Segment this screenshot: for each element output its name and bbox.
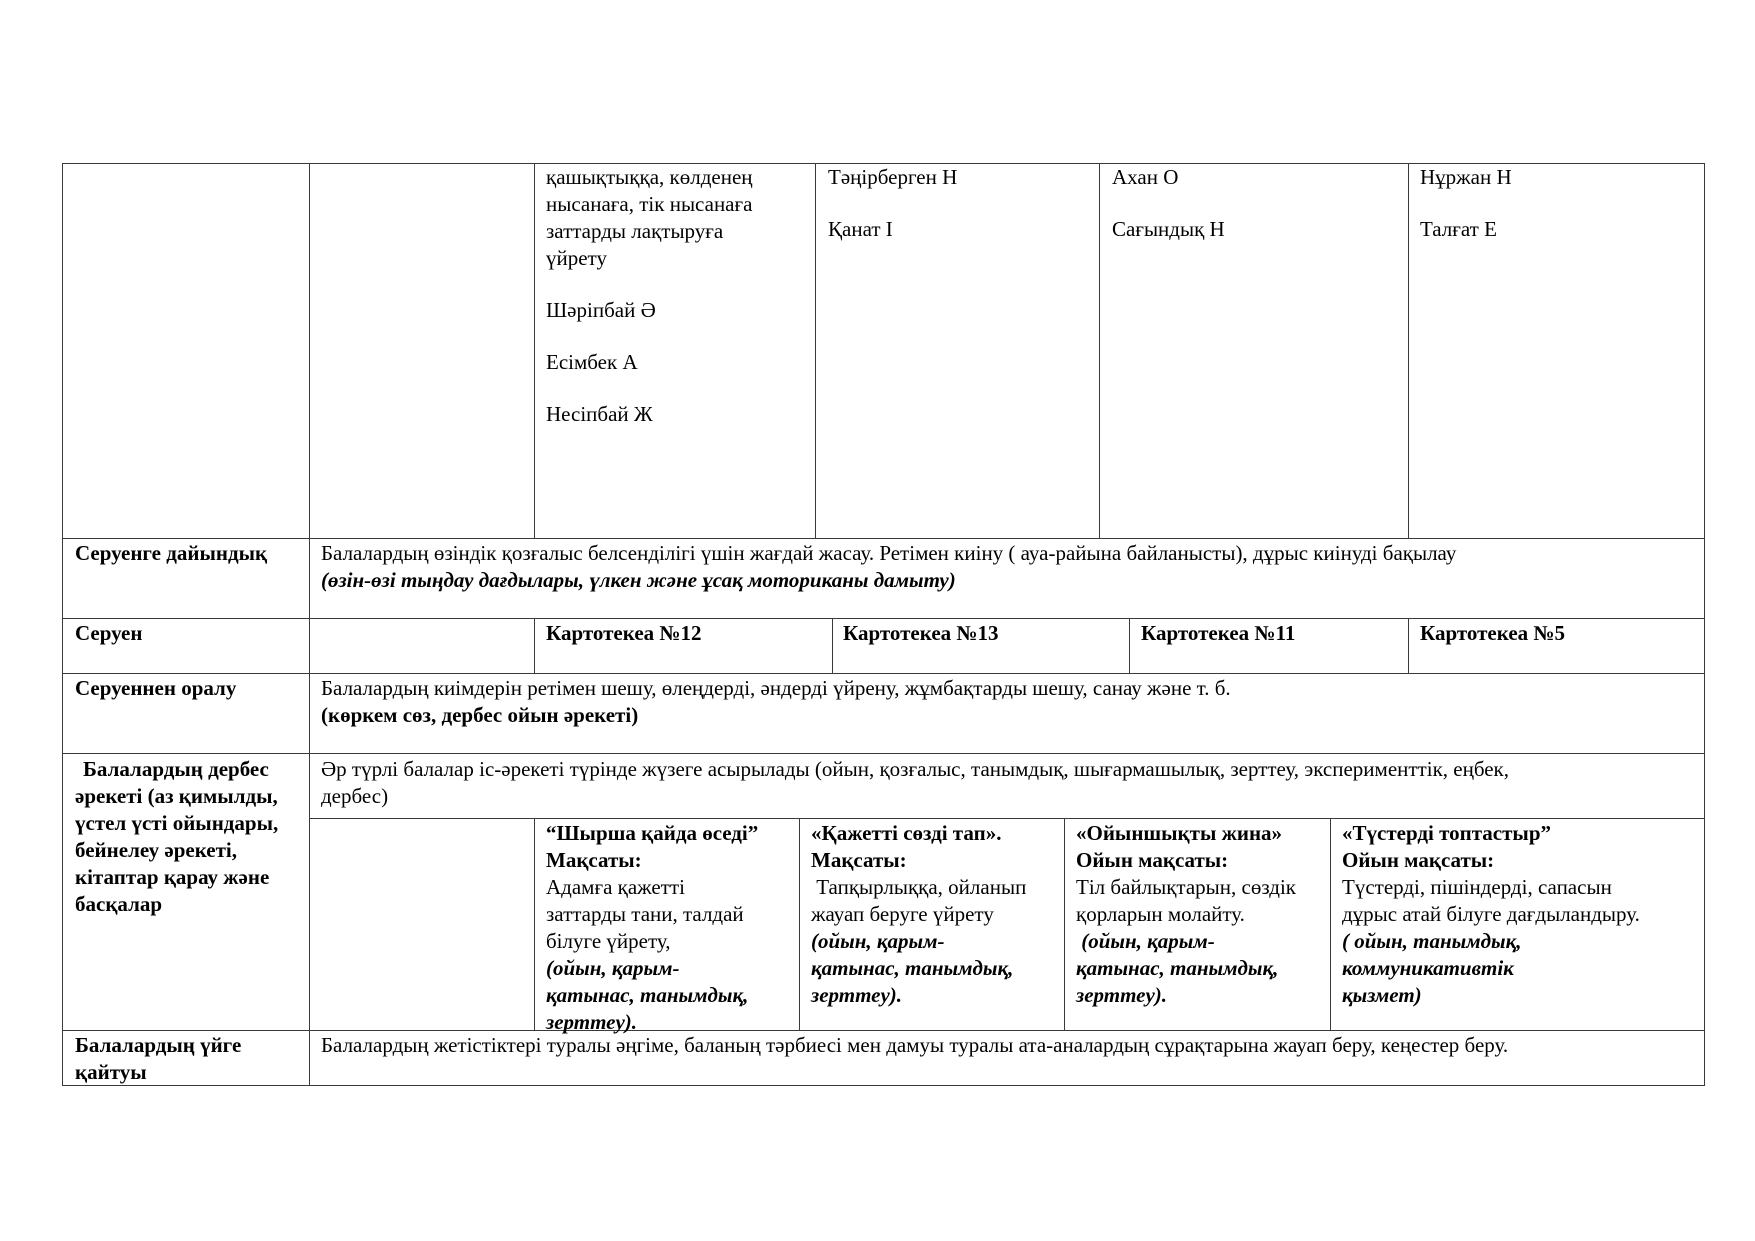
children-names-cell — [828, 164, 1090, 243]
activity-text-line: заттарды лақтыруға — [546, 219, 724, 243]
child-name: Қанат І — [828, 217, 893, 241]
child-name: Есімбек А — [546, 350, 638, 374]
game-desc-line: Тіл байлықтарын, сөздік — [1076, 875, 1296, 899]
game-desc-line: жауап беруге үйрету — [811, 902, 994, 926]
walk-card: Картотекеа №5 — [1420, 621, 1566, 645]
game-note-line: қатынас, танымдық, — [546, 983, 749, 1007]
child-name: Тәңірберген Н — [828, 165, 958, 189]
return-note: (көркем сөз, дербес ойын әрекеті) — [321, 703, 639, 727]
game-note-line: қызмет) — [1342, 983, 1422, 1007]
walk-card: Картотекеа №12 — [546, 621, 702, 645]
independent-activity-text — [321, 756, 1701, 810]
return-from-walk-cell — [321, 675, 1701, 729]
walk-preparation-note: (өзін-өзі тыңдау дағдылары, үлкен және ұсақ моториканы дамыту) — [321, 568, 956, 592]
game-title: «Ойыншықты жина» — [1076, 821, 1283, 845]
game-card — [1342, 820, 1702, 1009]
walk-card: Картотекеа №13 — [843, 621, 999, 645]
return-text: Балалардың киімдерін ретімен шешу, өлеңдерді, әндерді үйрену, жұмбақтарды шешу, санау және т. б. — [321, 676, 1231, 700]
game-note-line: (ойын, қарым- — [811, 929, 945, 953]
game-desc-line: білуге үйрету, — [546, 929, 671, 953]
walk-preparation-text: Балалардың өзіндік қозғалыс белсенділігі үшін жағдай жасау. Ретімен киіну ( ауа-райына байланысты), дұрыс киінуді бақылау — [321, 541, 1457, 565]
label-line: үстел үсті ойындары, — [75, 811, 279, 835]
child-name: Ахан О — [1112, 165, 1179, 189]
game-card — [1076, 820, 1328, 1009]
row-label-going-home — [75, 1032, 305, 1086]
game-goal-label: Мақсаты: — [811, 848, 907, 872]
children-names-cell — [1420, 164, 1698, 243]
game-note-line: қатынас, танымдық, — [811, 956, 1014, 980]
label-line: бейнелеу әрекеті, — [75, 838, 238, 862]
game-desc-line: Тапқырлыққа, ойланып — [811, 875, 1027, 899]
label-line: кітаптар қарау және — [75, 865, 270, 889]
activity-text-line: қашықтыққа, көлденең — [546, 165, 753, 189]
game-goal-label: Ойын мақсаты: — [1342, 848, 1495, 872]
label-line: қайтуы — [75, 1060, 147, 1084]
game-title: «Қажетті сөзді тап». — [811, 821, 1002, 845]
game-note-line: (ойын, қарым- — [1076, 929, 1215, 953]
game-title: “Шырша қайда өседі” — [546, 821, 759, 845]
game-desc-line: қорларын молайту. — [1076, 902, 1245, 926]
row-label-independent-activity — [75, 756, 307, 918]
activity-text-line: үйрету — [546, 246, 607, 270]
label-line: Балалардың дербес — [83, 757, 269, 781]
row-label-walk: Серуен — [75, 621, 143, 645]
game-note-line: зерттеу). — [546, 1010, 638, 1034]
activity-description-cell — [546, 164, 808, 428]
walk-card: Картотекеа №11 — [1141, 621, 1296, 645]
game-desc-line: Түстерді, пішіндерді, сапасын — [1342, 875, 1612, 899]
game-note-line: коммуникативтік — [1342, 956, 1514, 980]
child-name: Шәріпбай Ә — [546, 298, 656, 322]
label-line: әрекеті (аз қимылды, — [75, 784, 278, 808]
row-label-return-from-walk: Серуеннен оралу — [75, 676, 237, 700]
child-name: Талғат Е — [1420, 217, 1497, 241]
game-desc-line: Адамға қажетті — [546, 875, 685, 899]
child-name: Сағындық Н — [1112, 217, 1225, 241]
game-desc-line: заттарды тани, талдай — [546, 902, 744, 926]
children-names-cell — [1112, 164, 1397, 243]
text-line: дербес) — [321, 784, 389, 808]
label-line: Балалардың үйге — [75, 1033, 242, 1057]
game-note-line: зерттеу). — [811, 983, 903, 1007]
row-label-walk-preparation: Серуенге дайындық — [75, 541, 268, 565]
game-note-line: (ойын, қарым- — [546, 956, 680, 980]
game-goal-label: Ойын мақсаты: — [1076, 848, 1229, 872]
text-line: Әр түрлі балалар іс-әрекеті түрінде жүзеге асырылады (ойын, қозғалыс, танымдық, шығармашылық, зерттеу, эксперименттік, еңбек, — [321, 757, 1510, 781]
game-note-line: ( ойын, танымдық, — [1342, 929, 1522, 953]
child-name: Несіпбай Ж — [546, 402, 653, 426]
child-name: Нұржан Н — [1420, 165, 1512, 189]
going-home-text: Балалардың жетістіктері туралы әңгіме, баланың тәрбиесі мен дамуы туралы ата-аналардың сұрақтарына жауап беру, кеңестер беру. — [321, 1033, 1509, 1057]
game-card — [546, 820, 796, 1036]
game-desc-line: дұрыс атай білуге дағдыландыру. — [1342, 902, 1640, 926]
game-note-line: зерттеу). — [1076, 983, 1168, 1007]
game-note-line: қатынас, танымдық, — [1076, 956, 1279, 980]
walk-preparation-cell — [321, 540, 1701, 594]
game-card — [811, 820, 1061, 1009]
game-goal-label: Мақсаты: — [546, 848, 642, 872]
game-title: «Түстерді топтастыр” — [1342, 821, 1551, 845]
activity-text-line: нысанаға, тік нысанаға — [546, 192, 753, 216]
label-line: басқалар — [75, 892, 163, 916]
